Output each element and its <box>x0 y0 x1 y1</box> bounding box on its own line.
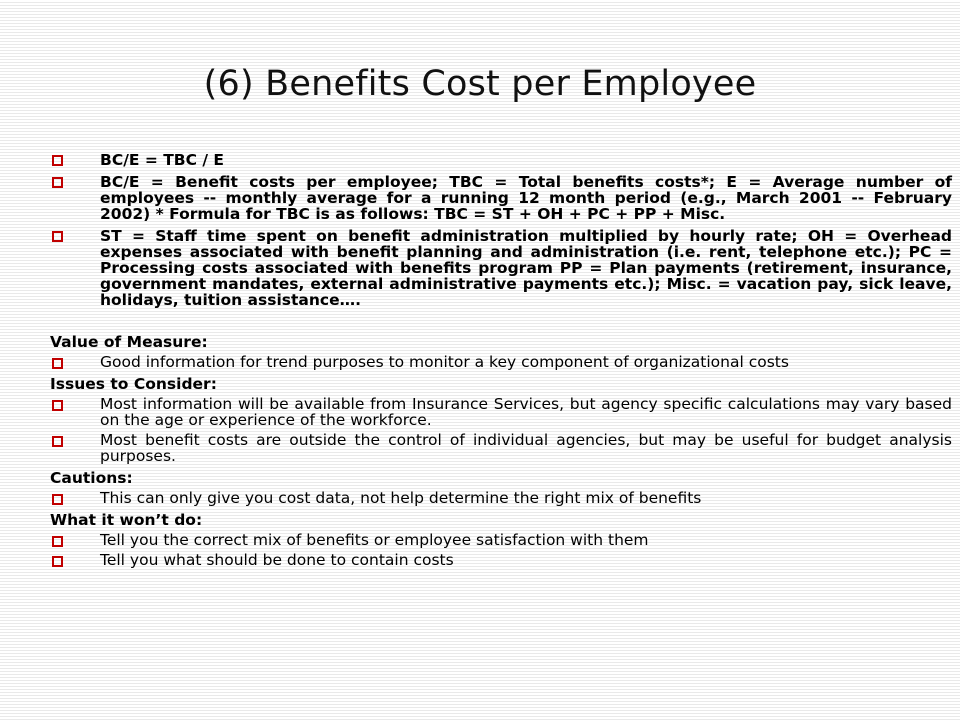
list-item-text: Most information will be available from Insurance Services, but agency specific calculations may vary based on the age or experience of the workforce. <box>100 395 952 429</box>
list-item-text: Tell you what should be done to contain costs <box>100 551 454 569</box>
definition-text: ST = Staff time spent on benefit administration multiplied by hourly rate; OH = Overhead expenses associated with benefit planning and administration (i.e. rent, telephone etc.); PC = Processing costs associated with benefits program PP = Plan payments (retirement, insurance, government mandates, external administrative payments etc.); Misc. = vacation pay, sick leave, holidays, tuition assistance…. <box>100 227 952 309</box>
hollow-square-bullet-icon <box>52 155 63 166</box>
list-item-text: Most benefit costs are outside the control of individual agencies, but may be useful for budget analysis purposes. <box>100 431 952 465</box>
list-item <box>50 396 952 428</box>
hollow-square-bullet-icon <box>52 436 63 447</box>
list-item-text: This can only give you cost data, not help determine the right mix of benefits <box>100 489 702 507</box>
list-item <box>50 532 952 548</box>
hollow-square-bullet-icon <box>52 400 63 411</box>
slide-body <box>50 152 952 572</box>
list-item-text: Good information for trend purposes to monitor a key component of organizational costs <box>100 353 789 371</box>
wont-do-heading: What it won’t do: <box>50 511 203 529</box>
hollow-square-bullet-icon <box>52 231 63 242</box>
slide-title: (6) Benefits Cost per Employee <box>203 64 757 104</box>
hollow-square-bullet-icon <box>52 177 63 188</box>
list-item <box>50 432 952 464</box>
hollow-square-bullet-icon <box>52 536 63 547</box>
list-item <box>50 354 952 370</box>
definition-bullet <box>50 152 952 168</box>
definition-bullet <box>50 174 952 222</box>
hollow-square-bullet-icon <box>52 494 63 505</box>
issues-heading: Issues to Consider: <box>50 375 217 393</box>
value-of-measure-heading: Value of Measure: <box>50 333 208 351</box>
definition-bullet <box>50 228 952 308</box>
value-of-measure-list <box>50 354 952 370</box>
definition-list <box>50 152 952 308</box>
hollow-square-bullet-icon <box>52 358 63 369</box>
issues-list <box>50 396 952 464</box>
cautions-list <box>50 490 952 506</box>
list-item-text: Tell you the correct mix of benefits or employee satisfaction with them <box>100 531 649 549</box>
cautions-heading: Cautions: <box>50 469 133 487</box>
list-item <box>50 552 952 568</box>
wont-do-list <box>50 532 952 568</box>
list-item <box>50 490 952 506</box>
hollow-square-bullet-icon <box>52 556 63 567</box>
definition-text: BC/E = TBC / E <box>100 151 225 169</box>
definition-text: BC/E = Benefit costs per employee; TBC = Total benefits costs*; E = Average number of employees -- monthly average for a running 12 month period (e.g., March 2001 -- February 2002) * Formula for TBC is as follows: TBC = ST + OH + PC + PP + Misc. <box>100 173 952 223</box>
